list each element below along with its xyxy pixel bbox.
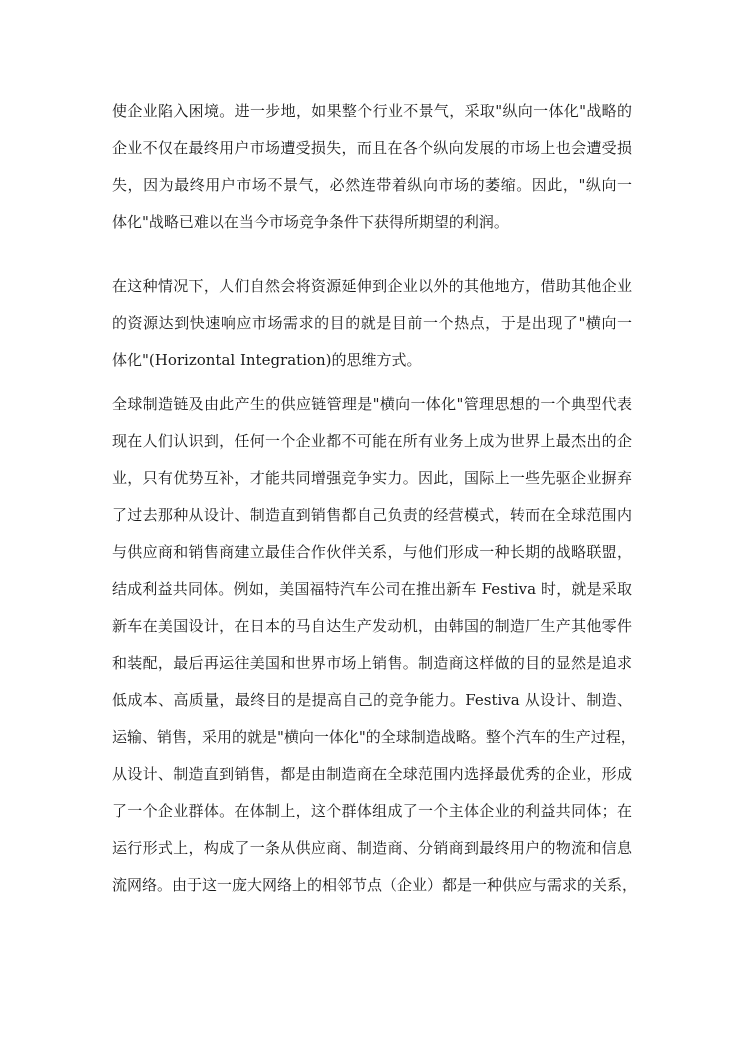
text-line: 结成利益共同体。例如，美国福特汽车公司在推出新车 Festiva 时，就是采取 [112, 580, 632, 598]
paragraph-vertical-integration-risk [112, 93, 632, 241]
text-line: 了一个企业群体。在体制上，这个群体组成了一个主体企业的利益共同体；在 [112, 802, 632, 820]
text-line: 业，只有优势互补，才能共同增强竞争实力。因此，国际上一些先驱企业摒弃 [112, 469, 632, 487]
text-line: 了过去那种从设计、制造直到销售都自己负责的经营模式，转而在全球范围内 [112, 506, 632, 524]
text-line: 运输、销售，采用的就是"横向一体化"的全球制造战略。整个汽车的生产过程， [112, 728, 636, 746]
text-line: 失，因为最终用户市场不景气，必然连带着纵向市场的萎缩。因此，"纵向一 [112, 176, 632, 194]
text-line: 企业不仅在最终用户市场遭受损失，而且在各个纵向发展的市场上也会遭受损 [112, 139, 632, 157]
text-line: 全球制造链及由此产生的供应链管理是"横向一体化"管理思想的一个典型代表 [112, 395, 632, 413]
text-line: 流网络。由于这一庞大网络上的相邻节点（企业）都是一种供应与需求的关系， [112, 876, 638, 894]
text-line: 运行形式上，构成了一条从供应商、制造商、分销商到最终用户的物流和信息 [112, 839, 632, 857]
paragraph-global-supply-chain [112, 386, 638, 904]
text-line: 低成本、高质量，最终目的是提高自己的竞争能力。Festiva 从设计、制造、 [112, 691, 632, 709]
text-line: 新车在美国设计，在日本的马自达生产发动机，由韩国的制造厂生产其他零件 [112, 617, 632, 635]
text-line: 体化"战略已难以在当今市场竞争条件下获得所期望的利润。 [112, 213, 509, 231]
paragraph-horizontal-integration [112, 268, 632, 379]
text-line: 和装配，最后再运往美国和世界市场上销售。制造商这样做的目的显然是追求 [112, 654, 632, 672]
text-line: 现在人们认识到，任何一个企业都不可能在所有业务上成为世界上最杰出的企 [112, 432, 632, 450]
text-line: 与供应商和销售商建立最佳合作伙伴关系，与他们形成一种长期的战略联盟， [112, 543, 632, 561]
text-line: 的资源达到快速响应市场需求的目的就是目前一个热点，于是出现了"横向一 [112, 314, 632, 332]
text-line: 使企业陷入困境。进一步地，如果整个行业不景气，采取"纵向一体化"战略的 [112, 102, 632, 120]
text-line: 从设计、制造直到销售，都是由制造商在全球范围内选择最优秀的企业，形成 [112, 765, 632, 783]
text-line: 体化"(Horizontal Integration)的思维方式。 [112, 351, 422, 369]
text-line: 在这种情况下，人们自然会将资源延伸到企业以外的其他地方，借助其他企业 [112, 277, 632, 295]
